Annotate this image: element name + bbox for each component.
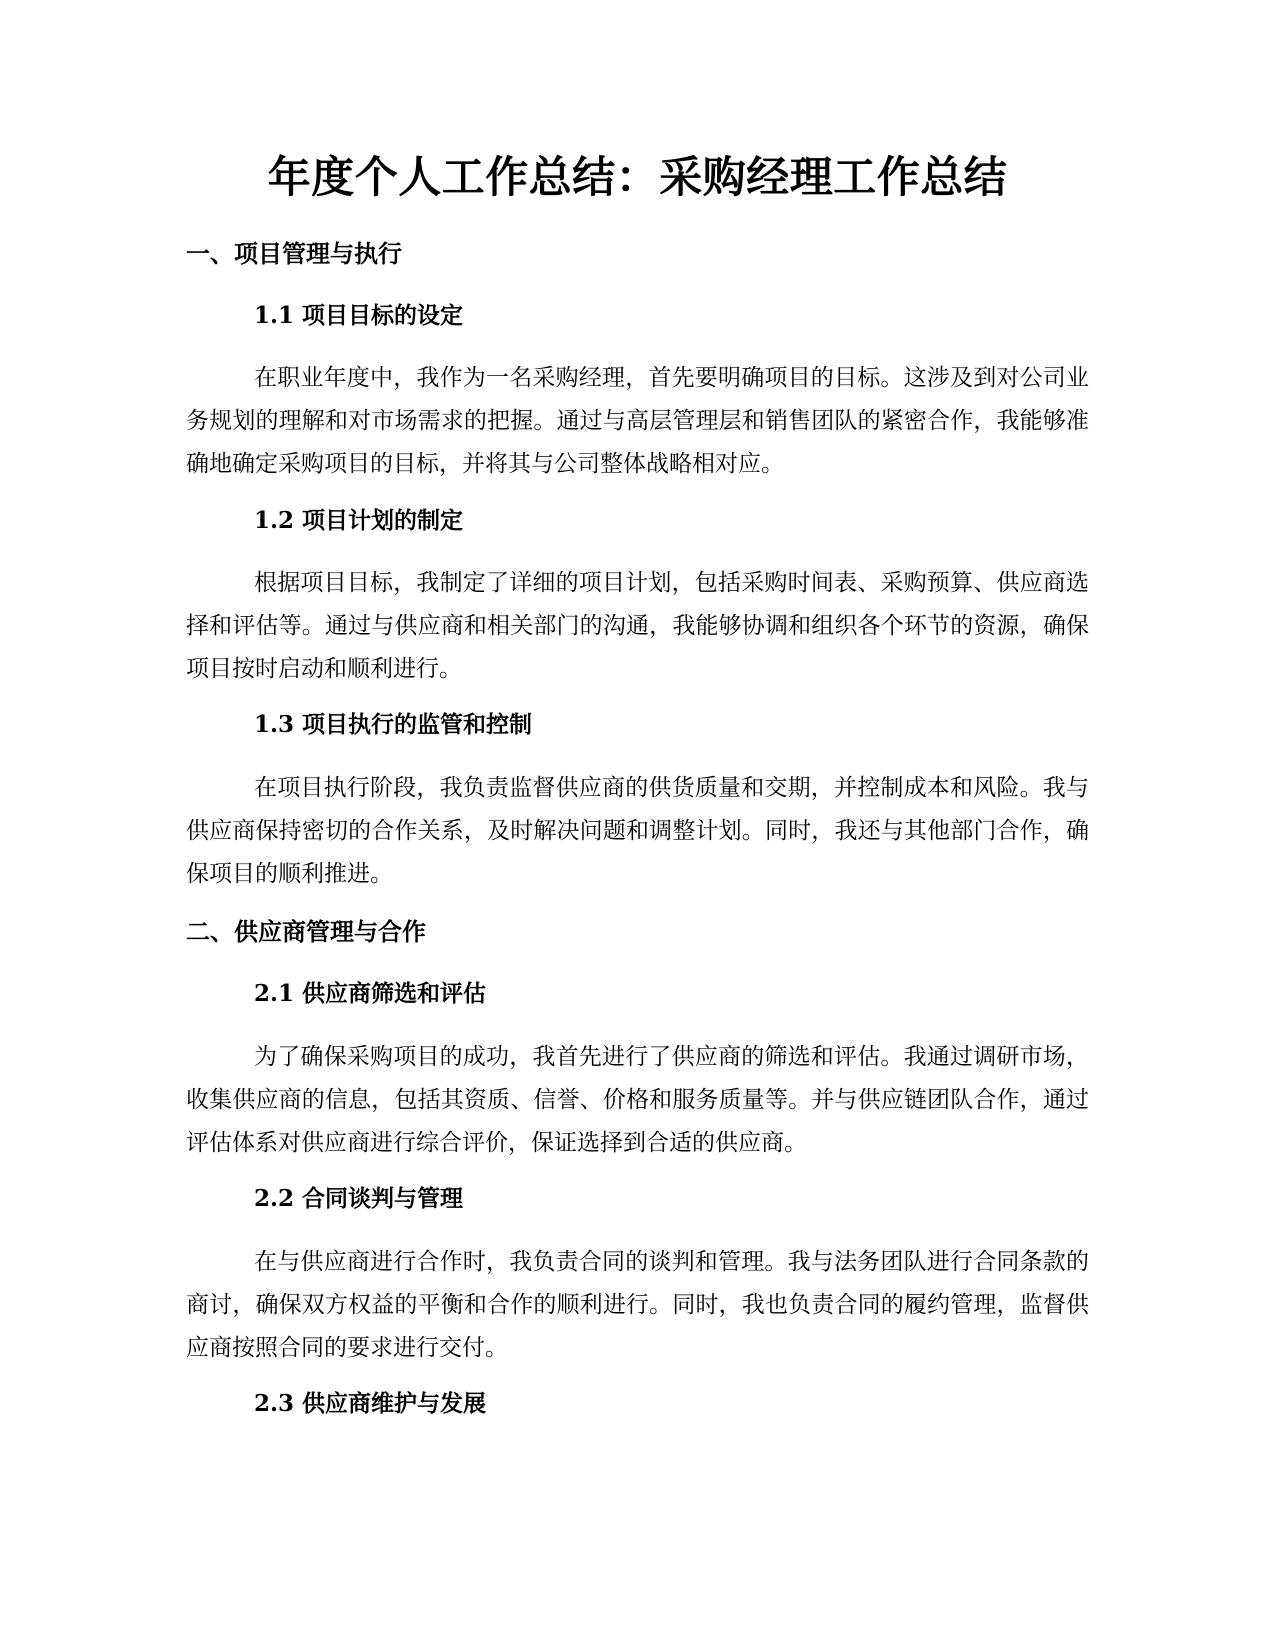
paragraph-1-3: 在项目执行阶段，我负责监督供应商的供货质量和交期，并控制成本和风险。我与供应商保持密切的合作关系，及时解决问题和调整计划。同时，我还与其他部门合作，确保项目的顺利推进。 — [186, 775, 1089, 887]
document-title: 年度个人工作总结：采购经理工作总结 — [267, 153, 1008, 203]
subsection-heading-2-2: 2.2 合同谈判与管理 — [254, 1185, 464, 1212]
subsection-heading-2-1: 2.1 供应商筛选和评估 — [254, 980, 487, 1007]
subsection-heading-1-3: 1.3 项目执行的监管和控制 — [254, 711, 533, 738]
subsection-heading-1-1: 1.1 项目目标的设定 — [254, 302, 464, 329]
section-heading-2: 二、供应商管理与合作 — [186, 918, 426, 946]
section-heading-1: 一、项目管理与执行 — [186, 240, 402, 268]
paragraph-2-1: 为了确保采购项目的成功，我首先进行了供应商的筛选和评估。我通过调研市场，收集供应商的信息，包括其资质、信誉、价格和服务质量等。并与供应链团队合作，通过评估体系对供应商进行综合评价，保证选择到合适的供应商。 — [186, 1044, 1089, 1156]
subsection-heading-1-2: 1.2 项目计划的制定 — [254, 507, 464, 534]
paragraph-1-2: 根据项目目标，我制定了详细的项目计划，包括采购时间表、采购预算、供应商选择和评估等。通过与供应商和相关部门的沟通，我能够协调和组织各个环节的资源，确保项目按时启动和顺利进行。 — [186, 570, 1089, 682]
paragraph-1-1: 在职业年度中，我作为一名采购经理，首先要明确项目的目标。这涉及到对公司业务规划的理解和对市场需求的把握。通过与高层管理层和销售团队的紧密合作，我能够准确地确定采购项目的目标，并将其与公司整体战略相对应。 — [186, 365, 1089, 477]
subsection-heading-2-3: 2.3 供应商维护与发展 — [254, 1390, 487, 1417]
paragraph-2-2: 在与供应商进行合作时，我负责合同的谈判和管理。我与法务团队进行合同条款的商讨，确保双方权益的平衡和合作的顺利进行。同时，我也负责合同的履约管理，监督供应商按照合同的要求进行交付。 — [186, 1249, 1089, 1361]
